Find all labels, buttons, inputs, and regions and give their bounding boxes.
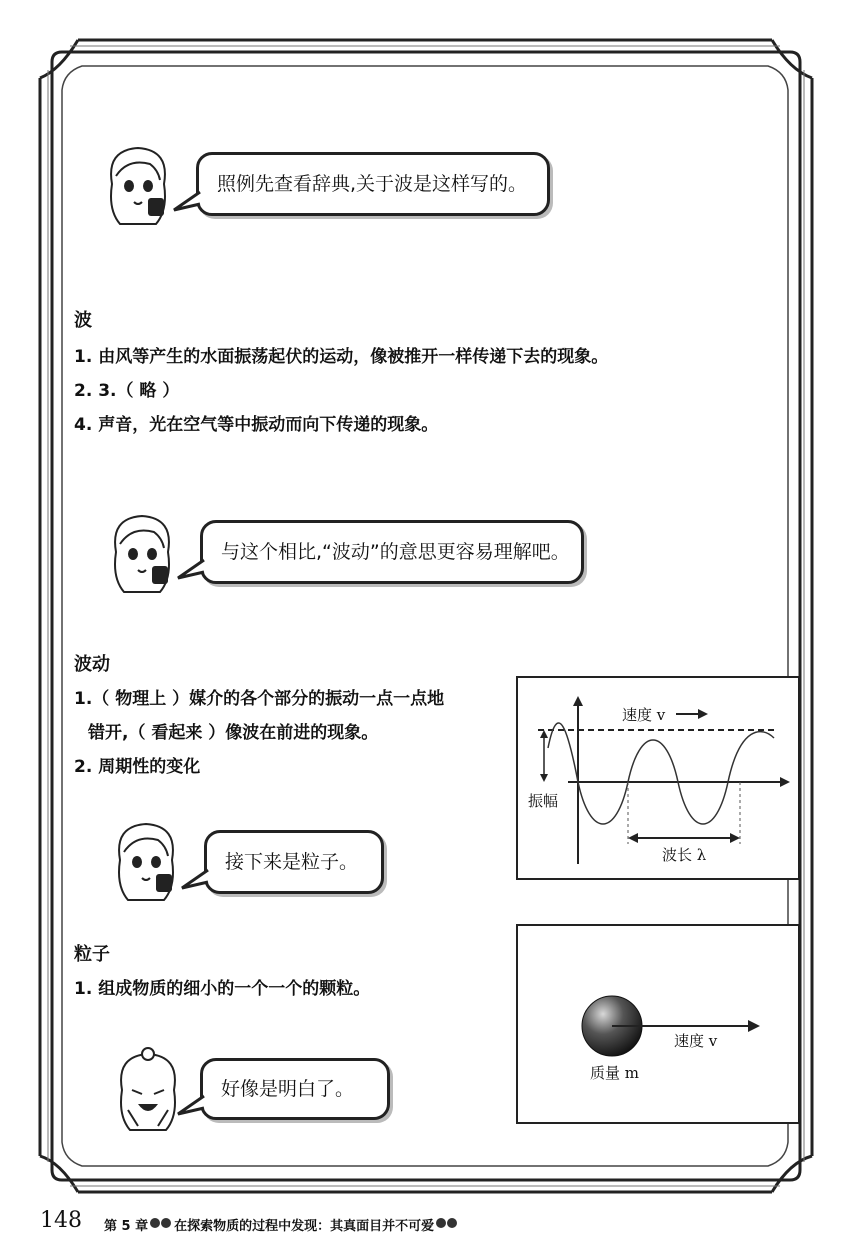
girl-avatar [102, 508, 182, 598]
bubble-tail [180, 868, 210, 892]
wave-definition-2: 2. 3.（ 略 ） [74, 381, 180, 401]
bullet-dots [436, 1217, 458, 1232]
bubble-tail [176, 558, 206, 582]
wave-motion-definition-1: 1.（ 物理上 ）媒介的各个部分的振动一点一点地 [74, 689, 445, 709]
girl-avatar [106, 816, 186, 906]
particle-figure [516, 924, 800, 1124]
wave-motion-definition-2: 2. 周期性的变化 [74, 757, 201, 777]
bubble-tail [172, 190, 202, 214]
chapter-label: 第 5 章 [104, 1219, 149, 1234]
wave-figure [516, 676, 800, 880]
bubble-tail [176, 1094, 206, 1118]
speech-bubble-1 [196, 152, 550, 216]
bubble-text-4: 好像是明白了。 [221, 1077, 355, 1100]
particle-diagram [518, 926, 798, 1122]
entry-heading-wave-motion: 波动 [74, 654, 110, 675]
wave-speed-label: 速度 v [622, 706, 666, 724]
entry-heading-wave: 波 [74, 310, 92, 331]
bubble-text-3: 接下来是粒子。 [225, 850, 359, 873]
particle-speed-label: 速度 v [674, 1032, 718, 1050]
speech-bubble-3 [204, 830, 384, 894]
wave-definition-1: 1. 由风等产生的水面振荡起伏的运动，像被推开一样传递下去的现象。 [74, 347, 609, 367]
particle-definition-1: 1. 组成物质的细小的一个一个的颗粒。 [74, 979, 371, 999]
girl-avatar [98, 140, 178, 230]
speech-bubble-2 [200, 520, 584, 584]
chapter-footer [104, 1215, 458, 1234]
bubble-text-2: 与这个相比,“波动”的意思更容易理解吧。 [221, 540, 570, 563]
speech-bubble-4 [200, 1058, 390, 1120]
amplitude-label: 振幅 [528, 792, 559, 810]
girl-avatar-laughing [108, 1046, 188, 1136]
wavelength-label: 波长 λ [662, 846, 707, 864]
bullet-dots [150, 1217, 172, 1232]
chapter-title: 在探索物质的过程中发现：其真面目并不可爱 [174, 1219, 435, 1234]
entry-heading-particle: 粒子 [74, 944, 110, 965]
wave-motion-definition-1-cont: 错开,（ 看起来 ）像波在前进的现象。 [88, 723, 379, 743]
bubble-text-1: 照例先查看辞典,关于波是这样写的。 [217, 172, 528, 195]
page-number: 148 [40, 1208, 82, 1233]
wave-definition-3: 4. 声音，光在空气等中振动而向下传递的现象。 [74, 415, 439, 435]
mass-label: 质量 m [590, 1064, 639, 1082]
